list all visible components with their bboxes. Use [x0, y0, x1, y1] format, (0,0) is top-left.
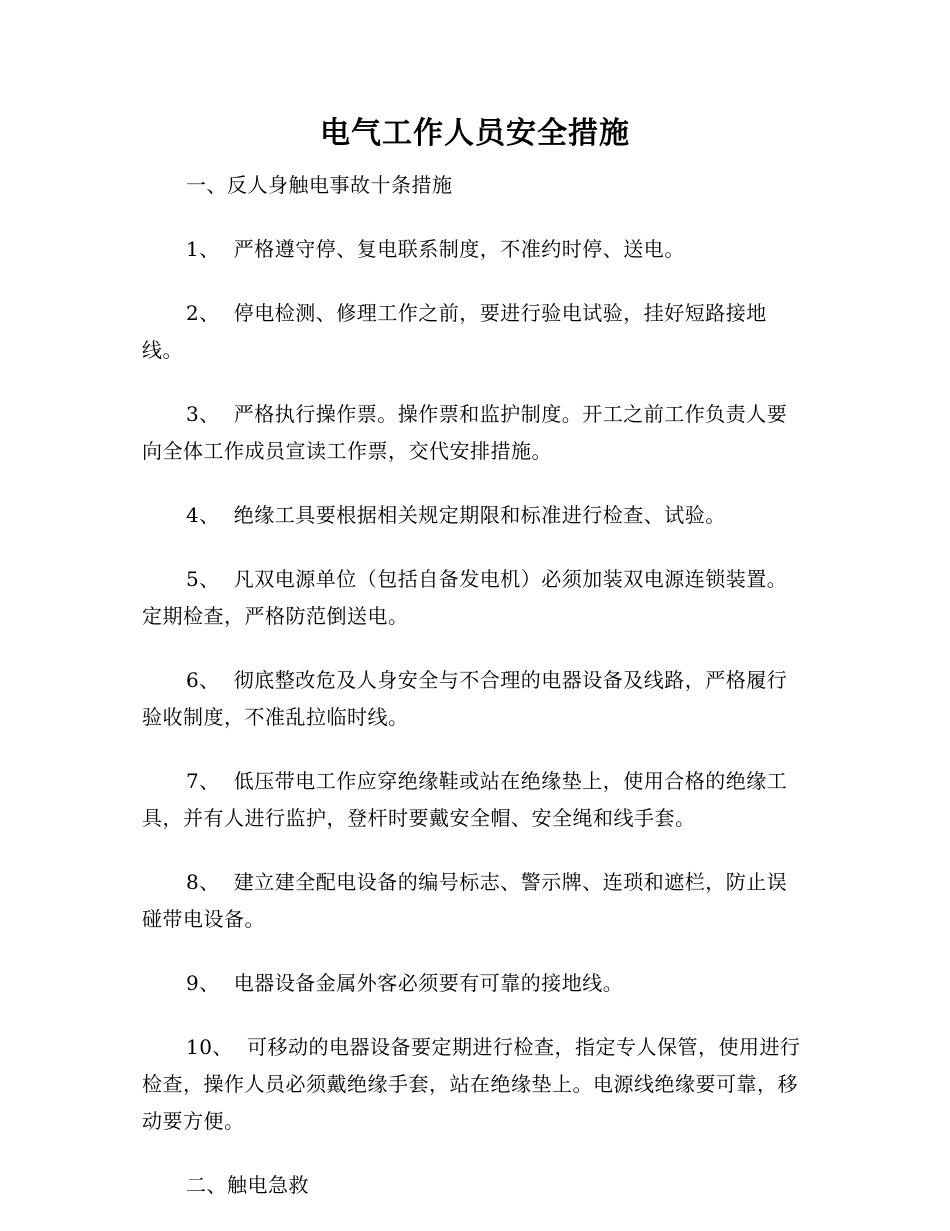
item-text: 低压带电工作应穿绝缘鞋或站在绝缘垫上，使用合格的绝缘工具，并有人进行监护，登杆时要戴安全帽、安全绳和线手套。: [142, 769, 788, 830]
list-item: [142, 763, 806, 837]
item-number: 10、: [186, 1035, 233, 1059]
section-heading: 一、反人身触电事故十条措施: [186, 173, 453, 197]
list-item: [142, 965, 806, 1002]
item-text: 彻底整改危及人身安全与不合理的电器设备及线路，严格履行验收制度，不准乱拉临时线。: [142, 668, 788, 729]
item-number: 5、: [186, 567, 220, 591]
list-item: [142, 295, 806, 369]
item-text: 可移动的电器设备要定期进行检查，指定专人保管，使用进行检查，操作人员必须戴绝缘手套，站在绝缘垫上。电源线绝缘要可靠，移动要方便。: [142, 1035, 801, 1133]
item-number: 3、: [186, 402, 220, 426]
section-heading: 二、触电急救: [186, 1173, 309, 1197]
document-body: [142, 167, 806, 1231]
list-item: [142, 1029, 806, 1140]
item-text: 绝缘工具要根据相关规定期限和标准进行检查、试验。: [233, 503, 726, 527]
item-text: 严格遵守停、复电联系制度，不准约时停、送电。: [233, 237, 685, 261]
item-text: 凡双电源单位（包括自备发电机）必须加装双电源连锁装置。定期检查，严格防范倒送电。: [142, 567, 788, 628]
list-item: [142, 561, 806, 635]
item-text: 建立建全配电设备的编号标志、警示牌、连琐和遮栏，防止误碰带电设备。: [142, 870, 788, 931]
item-text: 停电检测、修理工作之前，要进行验电试验，挂好短路接地线。: [142, 301, 767, 362]
document-title: 电气工作人员安全措施: [320, 116, 630, 151]
item-text: 电器设备金属外客必须要有可靠的接地线。: [233, 971, 624, 995]
item-number: 6、: [186, 668, 220, 692]
list-item: [142, 864, 806, 938]
list-item: [142, 396, 806, 470]
list-item: [142, 231, 806, 268]
item-number: 7、: [186, 769, 220, 793]
list-item: [142, 497, 806, 534]
list-item: [142, 662, 806, 736]
item-number: 1、: [186, 237, 220, 261]
item-number: 9、: [186, 971, 220, 995]
item-number: 2、: [186, 301, 220, 325]
item-number: 8、: [186, 870, 220, 894]
item-text: 严格执行操作票。操作票和监护制度。开工之前工作负责人要向全体工作成员宣读工作票，交代安排措施。: [142, 402, 788, 463]
item-number: 4、: [186, 503, 220, 527]
